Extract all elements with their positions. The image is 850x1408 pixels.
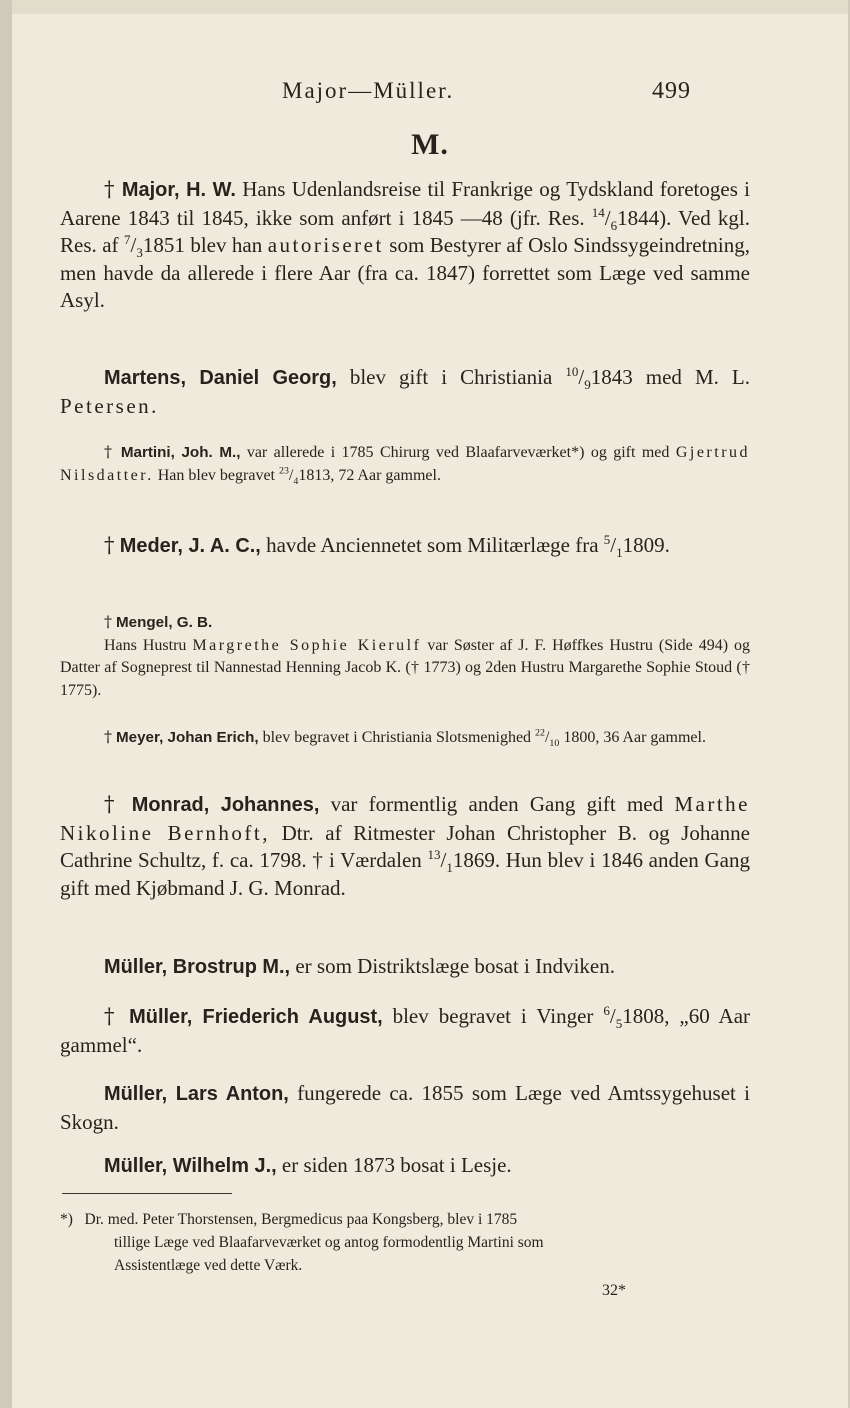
entry-meder: † Meder, J. A. C., havde Anciennetet som Militærlæge fra $^5/_11809$. (104, 532, 670, 561)
fraction-num: 13 (427, 847, 441, 862)
entry-text: Han blev begravet (153, 466, 279, 484)
entry-text: 1844). Ved kgl. Res. af (60, 205, 750, 257)
entry-text: fungerede ca. 1855 som Læge ved Amtssygehuset i Skogn. (60, 1081, 751, 1134)
fraction-den: 9 (584, 377, 591, 393)
entry-muller-friederich: † Müller, Friederich August, blev begravet i Vinger $^6/_51808$, „60 Aar gammel“. (60, 1003, 751, 1057)
entry-meyer: † Meyer, Johan Erich, blev begravet i Christiania Slotsmenighed $^{22}/_{10}$ 1800, 36 Aar gammel. (104, 727, 706, 750)
fraction-num: 7 (123, 232, 131, 247)
dagger-mark: † (104, 442, 115, 461)
entry-text: 1851 blev han (142, 233, 268, 257)
spaced-text: Margrethe Sophie Kierulf (192, 636, 422, 654)
section-letter: M. (411, 128, 449, 161)
dagger-mark: † (104, 1004, 120, 1028)
entry-major: † Major, H. W. Hans Udenlandsreise til Frankrige og Tydskland foretoges i Aarene 1843 til 1845, ikke som anført i 1845 —48 (jfr. Res. $^{14}/_61844$). Ved kgl. Res. af $^7/_31851$ blev han autoriseret som Bestyrer af Oslo Sindssygeindretning, men havde da allerede i flere Aar (fra ca. 1847) forrettet som Læge ved samme Asyl. (60, 177, 751, 312)
entry-text: som Bestyrer af Oslo Sindssygeindretning, men havde da allerede i flere Aar (fra ca. 1847) forrettet som Læge ved samme Asyl. (60, 233, 750, 312)
entry-martini: † Martini, Joh. M., var allerede i 1785 Chirurg ved Blaafarveværket*) og gift med Gjertrud Nilsdatter. Han blev begravet $^{23}/_41813$, 72 Aar gammel. (60, 442, 751, 487)
signature-mark: 32* (602, 1282, 626, 1299)
entry-name: Müller, Brostrup M., (104, 956, 291, 978)
entry-text: 1813, 72 Aar gammel. (298, 466, 441, 484)
entry-name: Müller, Wilhelm J., (104, 1155, 277, 1177)
entry-text: var formentlig anden Gang gift med (319, 792, 675, 816)
fraction-num: 6 (603, 1003, 610, 1018)
spaced-text: autoriseret (267, 233, 384, 257)
entry-text: blev begravet i Christiania Slotsmenighed (258, 729, 536, 746)
entry-name: Meyer, Johan Erich, (116, 729, 259, 746)
entry-monrad: † Monrad, Johannes, var formentlig anden Gang gift med Marthe Nikoline Bernhoft, Dtr. af Ritmester Johan Christopher B. og Johanne Cathrine Schultz, f. ca. 1798. † i Værdalen $^{13}/_11869$. Hun blev i 1846 anden Gang gift med Kjøbmand J. G. Monrad. (60, 792, 751, 900)
fraction-den: 4 (293, 475, 299, 487)
entry-text: var allerede i 1785 Chirurg ved Blaafarveværket*) og gift med (240, 444, 676, 461)
book-page (12, 0, 848, 1408)
fraction-den: 6 (610, 217, 618, 233)
entry-name: Mengel, G. B. (116, 614, 213, 631)
fraction-den: 10 (549, 738, 560, 750)
entry-text: blev gift i Christiania (336, 365, 566, 389)
page-header (12, 78, 848, 108)
entry-text: 1869. Hun blev i 1846 anden Gang gift med Kjøbmand J. G. Monrad. (60, 848, 750, 900)
fraction-num: 22 (535, 727, 545, 739)
entry-martens: Martens, Daniel Georg, blev gift i Christiania $^{10}/_91843$ med M. L. Petersen. (60, 364, 751, 418)
fraction-num: 10 (565, 364, 579, 379)
entry-text: blev begravet i Vinger (382, 1004, 604, 1028)
dagger-mark: † (104, 177, 116, 201)
entry-muller-wilhelm (60, 1152, 750, 1181)
entry-text: Hans Udenlandsreise til Frankrige og Tydskland foretoges i Aarene 1843 til 1845, ikke som anført i 1845 —48 (jfr. Res. (60, 177, 751, 230)
entry-text: Dtr. af Ritmester Johan Christopher B. og Johanne Cathrine Schultz, f. ca. 1798. † i Værdalen (60, 820, 750, 872)
footnote-line: Dr. med. Peter Thorstensen, Bergmedicus paa Kongsberg, blev i 1785 (84, 1211, 518, 1228)
fraction-num: 14 (591, 204, 605, 220)
fraction-num: 23 (279, 465, 289, 477)
footnote-line: tillige Læge ved Blaafarveværket og antog formodentlig Martini som (114, 1234, 544, 1251)
dagger-mark: † (104, 792, 121, 816)
entry-name: Müller, Friederich August, (129, 1006, 383, 1028)
page-edge (12, 0, 848, 14)
fraction-den: 3 (136, 245, 143, 261)
entry-name: Monrad, Johannes, (131, 794, 320, 816)
entry-mengel (60, 611, 750, 702)
entry-name: Martens, Daniel Georg, (104, 367, 337, 389)
entry-muller-brostrup (60, 953, 750, 982)
running-title: Major—Müller. (282, 78, 455, 103)
entry-muller-lars (60, 1080, 750, 1136)
entry-name: Major, H. W. (121, 179, 236, 201)
footnote (60, 1208, 750, 1277)
spaced-text: Petersen. (60, 393, 159, 418)
fraction-den: 5 (615, 1016, 623, 1032)
fraction-den: 1 (616, 545, 623, 561)
dagger-mark: † (104, 727, 112, 746)
footnote-rule (62, 1193, 232, 1194)
entry-name: Meder, J. A. C., (119, 535, 261, 557)
fraction-num: 5 (603, 532, 611, 547)
footnote-line: Assistentlæge ved dette Værk. (114, 1257, 303, 1274)
footnote-marker: *) (60, 1211, 73, 1228)
entry-text: 1809. (622, 533, 670, 557)
entry-text: Hans Hustru (104, 636, 193, 654)
entry-text: havde Anciennetet som Militærlæge fra (260, 533, 604, 557)
entry-text: 1843 med M. L. (590, 365, 751, 389)
fraction-den: 1 (446, 860, 453, 876)
entry-text: er siden 1873 bosat i Lesje. (276, 1153, 512, 1177)
entry-name: Martini, Joh. M., (120, 444, 241, 461)
page-number: 499 (652, 78, 691, 104)
entry-text: 1800, 36 Aar gammel. (559, 729, 706, 746)
dagger-mark: † (104, 533, 115, 557)
entry-text: var Søster af J. F. Høffkes Hustru (Side 494) og Datter af Sogneprest til Nannestad Henning Jacob K. († 1773) og 2den Hustru Margarethe Sophie Stoud († 1775). (60, 636, 751, 699)
entry-name: Müller, Lars Anton, (104, 1083, 289, 1105)
entry-text: er som Distriktslæge bosat i Indviken. (290, 954, 615, 978)
dagger-mark: † (104, 612, 112, 631)
spaced-text: Gjertrud Nilsdatter. (60, 444, 751, 484)
spaced-text: Marthe Nikoline Bernhoft, (60, 792, 751, 845)
entry-text: 1808, „60 Aar gammel“. (60, 1004, 751, 1057)
